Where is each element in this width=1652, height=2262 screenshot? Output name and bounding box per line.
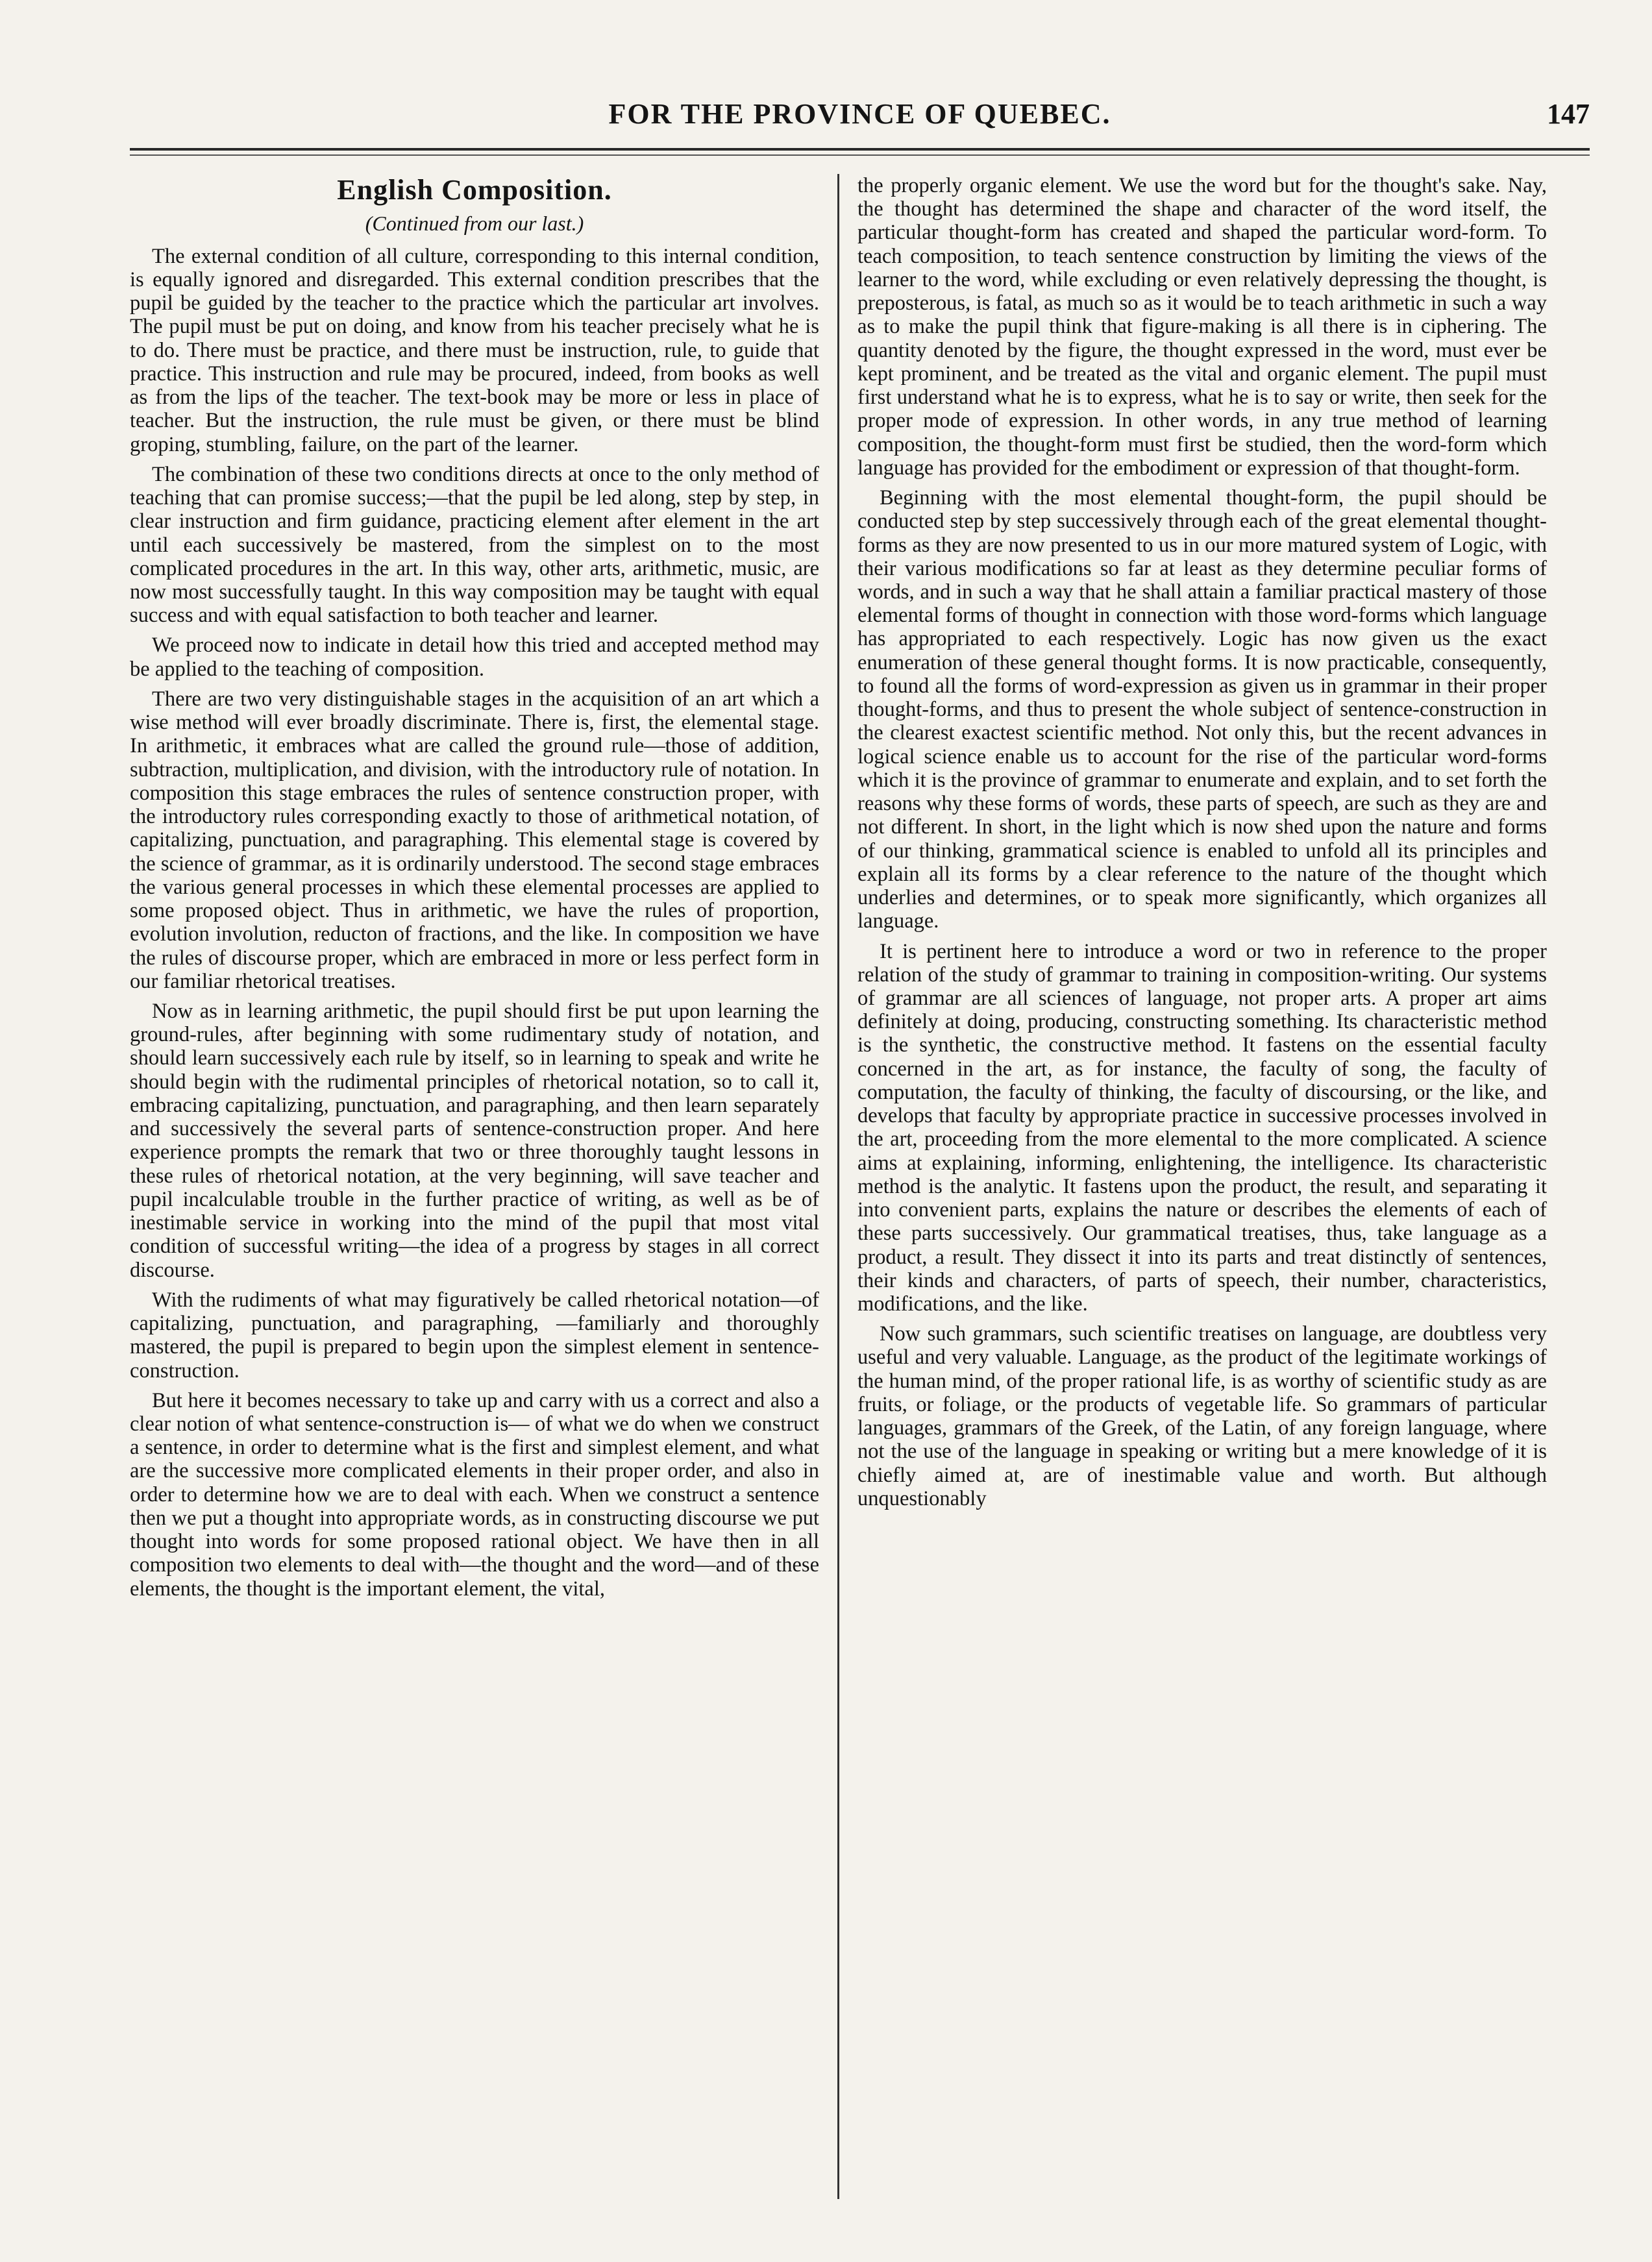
paragraph: Now as in learning arithmetic, the pupil should first be put upon learning the ground-rules, after beginning with some rudimentary study of notation, and should learn successively each rule by itself, so in learning to speak and write he should begin with the rudimental principles of rhetorical notation, so to call it, embracing capitalizing, punctuation, and paragraphing, and then learn separately and successively the several parts of sentence-construction proper. And here experience prompts the remark that two or three thoroughly taught lessons in these rules of rhetorical notation, at the very beginning, will save teacher and pupil incalculable trouble in the further practice of writing, as well as be of inestimable service in working into the mind of the pupil that most vital condition of successful writing—the idea of a progress by stages in all correct discourse. [130, 999, 819, 1282]
paragraph: With the rudiments of what may figuratively be called rhetorical notation—of capitalizing, punctuation, and paragraphing, —familiarly and thoroughly mastered, the pupil is prepared to begin upon the simplest element in sentence-construction. [130, 1288, 819, 1383]
head-rule-thin [130, 154, 1590, 156]
paragraph: The external condition of all culture, corresponding to this internal condition, is equally ignored and disregarded. This external condition prescribes that the pupil be guided by the teacher to the practice which the particular art involves. The pupil must be put on doing, and know from his teacher precisely what he is to do. There must be practice, and there must be instruction, rule, to guide that practice. This instruction and rule may be procured, indeed, from books as well as from the lips of the teacher. The text-book may be more or less in place of teacher. But the instruction, the rule must be given, or there must be blind groping, stumbling, failure, on the part of the learner. [130, 244, 819, 456]
running-head [130, 97, 1590, 143]
paragraph: Beginning with the most elemental thought-form, the pupil should be conducted step by step successively through each of the great elemental thought-forms as they are now presented to us in our more matured system of Logic, with their various modifications so far at least as they determine peculiar forms of words, and in such a way that he shall attain a familiar practical mastery of those elemental forms of thought in connection with those word-forms which language has appropriated to each respectively. Logic has now given us the exact enumeration of these general thought forms. It is now practicable, consequently, to found all the forms of word-expression as given us in grammar in their proper thought-forms, and thus to present the whole subject of sentence-construction in the clearest exactest scientific method. Not only this, but the recent advances in logical science enable us to account for the rise of the particular word-forms which it is the province of grammar to enumerate and explain, and to set forth the reasons why these forms of words, these parts of speech, are such as they are and not different. In short, in the light which is now shed upon the nature and forms of our thinking, grammatical science is enabled to unfold all its principles and explain all its forms by a clear reference to the nature of the thought which underlies and determines, or to speak more significantly, which organizes all language. [857, 486, 1547, 933]
left-column [130, 174, 837, 2199]
paragraph: There are two very distinguishable stages in the acquisition of an art which a wise method will ever broadly discriminate. There is, first, the elemental stage. In arithmetic, it embraces what are called the ground rule—those of addition, subtraction, multiplication, and division, with the introductory rule of notation. In composition this stage embraces the rules of sentence construction proper, with the introductory rules corresponding exactly to those of arithmetical notation, of capitalizing, punctuation, and paragraphing. This elemental stage is covered by the science of grammar, as it is ordinarily understood. The second stage embraces the various general processes in which these elemental processes are applied to some proposed object. Thus in arithmetic, we have the rules of proportion, evolution involution, reducton of fractions, and the like. In composition we have the rules of discourse proper, which are embraced in more or less perfect form in our familiar rhetorical treatises. [130, 687, 819, 993]
paragraph: the properly organic element. We use the word but for the thought's sake. Nay, the thought has determined the shape and character of the word itself, the particular thought-form has created and shaped the particular word-form. To teach composition, to teach sentence construction by limiting the views of the learner to the word, while excluding or even relatively depressing the thought, is preposterous, is fatal, as much so as it would be to teach arithmetic in such a way as to make the pupil think that figure-making is all there is in ciphering. The quantity denoted by the figure, the thought expressed in the word, must ever be kept prominent, and be treated as the vital and organic element. The pupil must first understand what he is to express, what he is to say or write, then seek for the proper mode of expression. In other words, in any true method of learning composition, the thought-form must first be studied, then the word-form which language has provided for the embodiment or expression of that thought-form. [857, 174, 1547, 480]
paragraph: The combination of these two conditions directs at once to the only method of teaching that can promise success;—that the pupil be led along, step by step, in clear instruction and firm guidance, practicing element after element in the art until each successively be mastered, from the simplest on to the most complicated procedures in the art. In this way, other arts, arithmetic, music, are now most successfully taught. In this way composition may be taught with equal success and with equal satisfaction to both teacher and learner. [130, 462, 819, 628]
paragraph: Now such grammars, such scientific treatises on language, are doubtless very useful and very valuable. Language, as the product of the legitimate workings of the human mind, of the proper rational life, is as worthy of scientific study as are fruits, or foliage, or the products of vegetable life. So grammars of particular languages, grammars of the Greek, of the Latin, of any foreign language, where not the use of the language in speaking or writing but a mere knowledge of it is chiefly aimed at, are of inestimable value and worth. But although unquestionably [857, 1322, 1547, 1510]
page-number: 147 [1547, 98, 1590, 130]
article-title: English Composition. [337, 174, 612, 206]
paragraph: But here it becomes necessary to take up and carry with us a correct and also a clear notion of what sentence-construction is— of what we do when we construct a sentence, in order to determine what is the first and simplest element, and what are the successive more complicated elements in their proper order, and also in order to determine how we are to deal with each. When we construct a sentence then we put a thought into appropriate words, as in constructing discourse we put thought into words for some proposed rational object. We have then in all composition two elements to deal with—the thought and the word—and of these elements, the thought is the important element, the vital, [130, 1388, 819, 1601]
paragraph: We proceed now to indicate in detail how this tried and accepted method may be applied to the teaching of composition. [130, 633, 819, 681]
paragraph: It is pertinent here to introduce a word or two in reference to the proper relation of the study of grammar to training in composition-writing. Our systems of grammar are all sciences of language, not proper arts. A proper art aims definitely at doing, producing, constructing something. Its characteristic method is the synthetic, the constructive method. It fastens on the essential faculty concerned in the art, as for instance, the faculty of song, the faculty of computation, the faculty of thinking, the faculty of discoursing, or the like, and develops that faculty by appropriate practice in successive processes involved in the art, proceeding from the more elemental to the more complicated. A science aims at explaining, informing, enlightening, the intelligence. Its characteristic method is the analytic. It fastens upon the product, the result, and separating it into convenient parts, explains the nature or describes the elements of each of these parts successively. Our grammatical treatises, thus, take language as a product, a result. They dissect it into its parts and treat distinctly of sentences, their kinds and characters, of parts of speech, their number, characteristics, modifications, and the like. [857, 939, 1547, 1316]
columns [130, 174, 1590, 2199]
right-column [839, 174, 1547, 2199]
article-subtitle: (Continued from our last.) [365, 212, 584, 236]
head-rule [130, 148, 1590, 151]
running-title: FOR THE PROVINCE OF QUEBEC. [608, 98, 1111, 130]
